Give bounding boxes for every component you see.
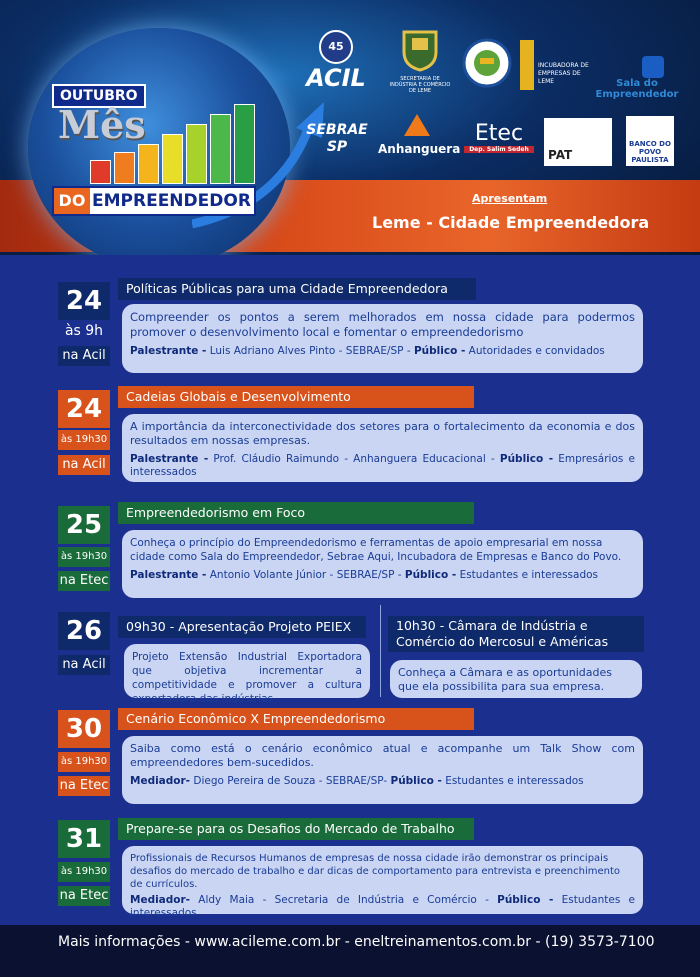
badge-bottom <box>52 186 256 216</box>
event-time: às 19h30 <box>58 862 110 882</box>
event-title: Políticas Públicas para uma Cidade Empreendedora <box>118 278 476 300</box>
pat-logo <box>544 118 612 166</box>
header-banner <box>0 0 700 255</box>
sebrae-logo: SEBRAE SP <box>306 122 368 155</box>
secretaria-logo <box>388 28 452 94</box>
event-speaker-line <box>130 775 635 788</box>
event-time: às 19h30 <box>58 752 110 772</box>
acil-years-badge: 45 <box>319 30 353 64</box>
event-title: Cenário Econômico X Empreendedorismo <box>118 708 474 730</box>
event-right-details <box>390 660 642 698</box>
public-label: Público - <box>390 775 442 787</box>
speaker-name: Diego Pereira de Souza - SEBRAE/SP- <box>193 775 388 787</box>
event-day: 24 <box>58 390 110 428</box>
growth-arrow-icon <box>192 94 332 244</box>
banco-logo <box>626 116 674 166</box>
event-left-description: Projeto Extensão Industrial Exportadora que objetiva incrementar a competitividade e promover a cultura exportadora das indústrias <box>132 651 362 705</box>
event-place: na Acil <box>58 455 110 475</box>
event-title: Prepare-se para os Desafios do Mercado de Trabalho <box>118 818 474 840</box>
badge-month: OUTUBRO <box>52 84 146 108</box>
footer-contact: Mais informações - www.acileme.com.br - eneltreinamentos.com.br - (19) 3573-7100 <box>58 934 655 950</box>
event-details <box>122 846 643 919</box>
public-value: Empresários e interessados <box>130 453 635 478</box>
sala-icon <box>642 56 664 78</box>
public-value: Estudantes e interessados <box>445 775 584 787</box>
public-label: Público - <box>413 345 466 357</box>
event-day: 25 <box>58 506 110 544</box>
event-day: 24 <box>58 282 110 320</box>
event-details <box>122 304 643 373</box>
banco-label: BANCO DO POVO PAULISTA <box>629 140 671 164</box>
acil-name: ACIL <box>306 64 366 92</box>
incubadora-mark <box>520 40 534 90</box>
city-title: Leme - Cidade Empreendedora <box>372 213 650 232</box>
event-time: às 19h30 <box>58 430 110 450</box>
etec-logo <box>464 122 534 153</box>
speaker-name: Prof. Cláudio Raimundo - Anhanguera Educacional - <box>213 453 495 465</box>
event-details <box>122 414 643 482</box>
event-title: Cadeias Globais e Desenvolvimento <box>118 386 474 408</box>
mes-do-empreendedor-badge <box>52 80 264 220</box>
badge-mes: Mês <box>58 102 146 147</box>
event-description: Compreender os pontos a serem melhorados em nossa cidade para podermos promover o desenvolvimento local e fomentar o empreendedorismo <box>130 310 635 339</box>
public-value: Estudantes e interessados <box>459 569 599 581</box>
speaker-label: Mediador- <box>130 894 191 906</box>
speaker-label: Palestrante - <box>130 345 207 357</box>
public-value: Estudantes e interessados <box>130 894 636 919</box>
public-label: Público - <box>497 894 554 906</box>
event-speaker-line <box>130 453 635 479</box>
event-speaker-line <box>130 569 635 582</box>
public-label: Público - <box>499 453 554 465</box>
sala-logo <box>594 56 680 100</box>
speaker-label: Palestrante - <box>130 569 207 581</box>
event-details <box>122 530 643 598</box>
event-place: na Acil <box>58 346 110 366</box>
event-day: 30 <box>58 710 110 748</box>
event-day: 31 <box>58 820 110 858</box>
event-time: às 9h <box>64 323 104 339</box>
event-speaker-line <box>130 345 635 358</box>
event-place: na Etec <box>58 886 110 906</box>
presentam-label: Apresentam <box>472 192 548 205</box>
speaker-name: Luis Adriano Alves Pinto - SEBRAE/SP - <box>209 345 411 357</box>
speaker-name: Aldy Maia - Secretaria de Indústria e Comércio - <box>198 894 489 906</box>
event-speaker-line <box>130 894 635 920</box>
event-right-title: 10h30 - Câmara de Indústria e Comércio do Mercosul e Américas <box>388 616 644 652</box>
event-place: na Acil <box>58 655 110 675</box>
speaker-label: Mediador- <box>130 775 191 787</box>
public-value: Autoridades e convidados <box>468 345 605 357</box>
event-description: Conheça o princípio do Empreendedorismo e ferramentas de apoio empresarial em nossa cidade como Sala do Empreendedor, Sebrae Aqui, Incubadora de Empresas e Banco do Povo. <box>130 537 622 563</box>
event-description: Saiba como está o cenário econômico atual e acompanhe um Talk Show com empreendedores bem-sucedidos. <box>130 742 635 769</box>
city-crest-icon <box>400 28 440 72</box>
secretaria-label: SECRETARIA DE INDÚSTRIA E COMÉRCIO DE LEME <box>389 76 451 94</box>
badge-empreendedor: EMPREENDEDOR <box>92 191 251 211</box>
acil-logo <box>296 30 376 92</box>
public-label: Público - <box>404 569 457 581</box>
event-place: na Etec <box>58 776 110 796</box>
footer <box>0 925 700 977</box>
municipal-seal-icon <box>462 38 512 88</box>
speaker-name: Antonio Volante Júnior - SEBRAE/SP - <box>209 569 402 581</box>
event-day: 26 <box>58 612 110 650</box>
event-details <box>122 736 643 804</box>
incubadora-label: INCUBADORA DE EMPRESAS DE LEME <box>538 62 589 85</box>
seal-logo <box>460 38 514 92</box>
pat-label: PAT <box>548 148 573 162</box>
sala-label: Sala do Empreendedor <box>595 78 679 100</box>
event-description: A importância da interconectividade dos setores para o fortalecimento da economia e dos resultados em nossas empresas. <box>130 420 635 447</box>
event-left-details <box>124 644 370 705</box>
anhanguera-label: Anhanguera <box>378 142 461 156</box>
event-time: às 19h30 <box>58 547 110 567</box>
event-title: Empreendedorismo em Foco <box>118 502 474 524</box>
speaker-label: Palestrante - <box>130 453 209 465</box>
anhanguera-triangle-icon <box>402 112 432 138</box>
event-place: na Etec <box>58 571 110 591</box>
etec-label: Etec <box>474 121 524 146</box>
etec-sub-label: Dep. Salim Sedeh <box>464 146 534 153</box>
event-left-title: 09h30 - Apresentação Projeto PEIEX <box>118 616 366 638</box>
event-divider <box>380 605 381 697</box>
event-description: Profissionais de Recursos Humanos de empresas de nossa cidade irão demonstrar os principais desafios do mercado de trabalho e dar dicas de comportamento para entrevista e preenchimento de currículos. <box>130 853 620 890</box>
event-right-description: Conheça a Câmara e as oportunidades que ela possibilita para sua empresa. <box>398 666 612 693</box>
anhanguera-logo <box>378 112 461 156</box>
badge-do: DO <box>54 188 90 214</box>
